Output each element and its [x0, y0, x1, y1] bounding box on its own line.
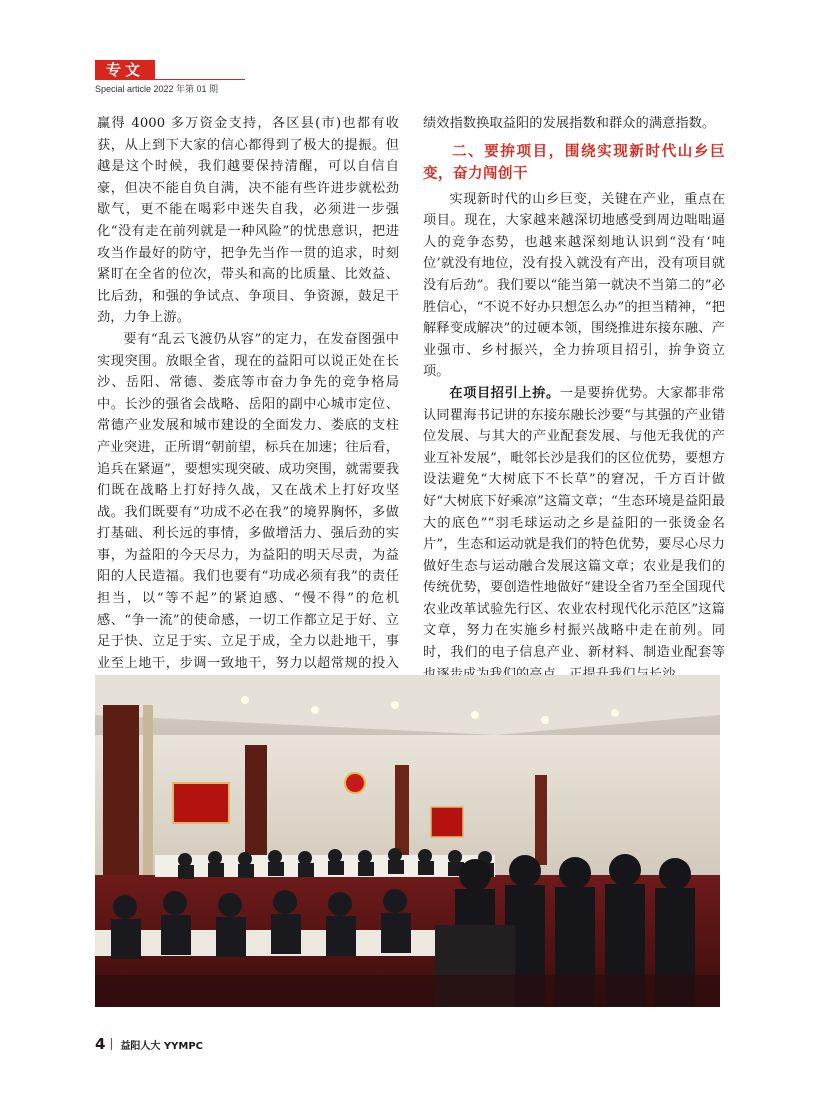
right-column	[423, 113, 725, 685]
left-column	[97, 113, 399, 718]
paragraph	[423, 383, 725, 685]
meeting-photo	[95, 675, 720, 1007]
page-footer	[95, 1035, 203, 1053]
paragraph-body: 一是要拚优势。大家都非常认同瞿海书记讲的东接东融长沙要“与其强的产业错位发展、与其大的产业配套发展、与他无我优的产业互补发展”，毗邻长沙是我们的区位优势，要想方设法避免“大树底下不长草”的窘况，千方百计做好“大树底下好乘凉”这篇文章；“生态环境是益阳最大的底色”“羽毛球运动之乡是益阳的一张烫金名片”，生态和运动就是我们的特色优势，要尽心尽力做好生态与运动融合发展这篇文章；农业是我们的传统优势，要创造性地做好“建设全省乃至全国现代农业改革试验先行区、农业农村现代化示范区”这篇文章，努力在实施乡村振兴战略中走在前列。同时，我们的电子信息产业、新材料、制造业配套等	[423, 385, 725, 661]
magazine-name: 益阳人大 YYMPC	[120, 1040, 204, 1052]
footer-divider	[111, 1038, 112, 1050]
header-subtitle: Special article 2022 年第 01 期	[95, 84, 219, 94]
paragraph-lead: 在项目招引上拚。	[449, 385, 560, 401]
header-rule	[95, 79, 245, 80]
paragraph: 赢得 4000 多万资金支持，各区县(市)也都有收获，从上到下大家的信心都得到了极大的提振。但越是这个时候，我们越要保持清醒，可以自信自豪，但决不能自负自满，决不能有些许进步就松劲歇气，更不能在喝彩中迷失自我，必须进一步强化“没有走在前列就是一种风险”的忧患意识，把进攻当作最好的防守，把争先当作一贯的追求，时刻紧盯在全省的位次，带头和高的比质量、比效益、比后劲，和强的争试点、争项目、争资源，鼓足干劲，力争上游。	[97, 116, 399, 326]
paragraph: 实现新时代的山乡巨变，关键在产业，重点在项目。现在，大家越来越深切地感受到周边咄咄逼人的竞争态势，也越来越深刻地认识到“没有‘吨位’就没有地位，没有投入就没有产出，没有项目就没有后劲”。我们要以“能当第一就决不当第二的”必胜信心，“不说不好办只想怎么办”的担当精神，“把解释变成解决”的过硬本领，围绕推进东接东融、产业强市、乡村振兴，全力拚项目招引，拚争资立项。	[423, 191, 725, 380]
section-label: 专文	[95, 60, 155, 79]
paragraph: 绩效指数换取益阳的发展指数和群众的满意指数。	[423, 116, 716, 131]
section-heading: 二、要拚项目，围绕实现新时代山乡巨变，奋力闯创干	[423, 143, 725, 182]
paragraph: 要有“乱云飞渡仍从容”的定力，在发奋图强中实现突围。放眼全省，现在的益阳可以说正处在长沙、岳阳、常德、娄底等市奋力争先的竞争格局中。长沙的强省会战略、岳阳的副中心城市定位、常德产业发展和城市建设的全面发力、娄底的支柱产业突进，正所谓“朝前望，标兵在加速；往后看，追兵在紧逼”，要想实现突破、成功突围，就需要我们既在战略上打好持久战，又在战术上打好攻坚战。我们既要有“功成不必在我”的境界胸怀，多做打基础、利长远的事情，多做增活力、强后劲的实事，为益阳的今天尽力，为益阳的明天尽责，为益阳的人民造福。我们也要有“功成必须有我”的责任担当，以“等不起”的紧迫感、“慢不得”的危机感、“争一流”的使命感，一切工作都立足于好、立足于快、立足于实、立足于成，全力以赴地干，事业至上地干，步调一致地干，努力以超常规的投入	[97, 331, 399, 671]
page-number: 4	[95, 1035, 106, 1053]
